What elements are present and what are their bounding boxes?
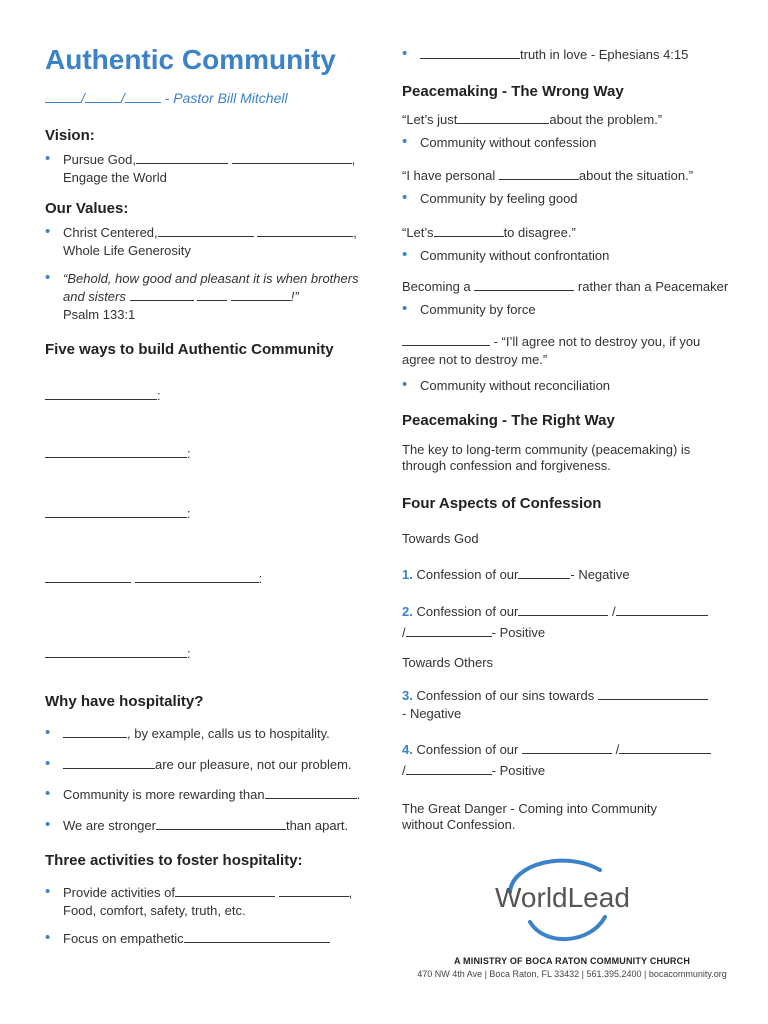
fill-in-blank[interactable] [420,47,520,59]
fill-in-blank[interactable] [518,567,570,579]
fill-in-blank[interactable] [184,931,330,943]
fill-in-blank[interactable] [619,742,711,754]
fill-in-blank[interactable] [135,571,259,583]
fill-in-blank[interactable] [63,757,155,769]
hospitality-item: • , by example, calls us to hospitality. [45,725,380,743]
fill-in-blank[interactable] [45,571,131,583]
fill-in-blank[interactable] [45,446,187,458]
fill-in-blank[interactable] [279,885,349,897]
towards-others-label: Towards Others [402,655,494,670]
values-quote: • “Behold, how good and pleasant it is when brothers and sisters !” Psalm 133:1 [45,270,380,324]
activities-item: • Provide activities of , Food, comfort, safety, truth, etc. [45,884,380,920]
values-heading: Our Values: [45,200,129,217]
hospitality-item: • are our pleasure, not our problem. [45,756,380,774]
wrong-quote: - “I’ll agree not to destroy you, if you agree not to destroy me.” [402,334,701,367]
fill-in-blank[interactable] [197,289,227,301]
fill-in-blank[interactable] [499,168,579,180]
pastor-name: - Pastor Bill Mitchell [164,90,288,106]
fill-in-blank[interactable] [522,742,612,754]
fill-in-blank[interactable] [231,289,291,301]
values-item: • Christ Centered, , Whole Life Generosity [45,224,375,260]
fill-in-blank[interactable] [158,225,254,237]
activities-heading: Three activities to foster hospitality: [45,852,303,869]
byline [45,90,288,106]
fill-in-blank[interactable] [175,885,275,897]
fill-in-blank[interactable] [457,112,549,124]
fill-in-blank[interactable] [63,726,127,738]
way-1: : [45,387,161,405]
five-ways-heading: Five ways to build Authentic Community [45,341,334,358]
confession-item-1: 1. Confession of our - Negative [402,567,630,582]
logo-text: WorldLead [495,882,630,913]
date-blank-day[interactable] [85,90,121,103]
wrong-result: • Community without confrontation [402,247,742,265]
wrong-result: • Community by force [402,301,742,319]
way-5: : [45,645,191,663]
fill-in-blank[interactable] [156,818,286,830]
fill-in-blank[interactable] [45,388,157,400]
fill-in-blank[interactable] [406,625,492,637]
fill-in-blank[interactable] [406,763,492,775]
great-danger-text: The Great Danger - Coming into Community without Confession. [402,801,658,832]
fill-in-blank[interactable] [598,688,708,700]
way-4: : [45,570,262,588]
fill-in-blank[interactable] [136,152,228,164]
wrong-result: • Community without reconciliation [402,377,742,395]
fill-in-blank[interactable] [616,604,708,616]
date-separator: / [81,90,85,106]
vision-item: • Pursue God, , Engage the World [45,151,375,187]
confession-item-3: 3. Confession of our sins towards - Negative [402,687,742,723]
wrong-quote: “Let’s just about the problem.” [402,112,663,127]
key-text: The key to long-term community (peacemaking) is through confession and forgiveness. [402,442,691,473]
fill-in-blank[interactable] [518,604,608,616]
way-2: : [45,445,191,463]
fill-in-blank[interactable] [434,225,504,237]
confession-heading: Four Aspects of Confession [402,495,602,512]
fill-in-blank[interactable] [474,279,574,291]
fill-in-blank[interactable] [45,506,187,518]
vision-heading: Vision: [45,127,95,144]
footer-address: 470 NW 4th Ave | Boca Raton, FL 33432 | 561.395.2400 | bocacommunity.org [417,969,727,979]
fill-in-blank[interactable] [45,646,187,658]
confession-item-4: 4. Confession of our / / - Positive [402,739,742,781]
towards-god-label: Towards God [402,531,479,546]
truth-line: • truth in love - Ephesians 4:15 [402,46,742,64]
fill-in-blank[interactable] [232,152,352,164]
hospitality-heading: Why have hospitality? [45,693,204,710]
fill-in-blank[interactable] [130,289,194,301]
right-way-heading: Peacemaking - The Right Way [402,412,615,429]
wrong-result: • Community without confession [402,134,742,152]
footer-ministry: A MINISTRY OF BOCA RATON COMMUNITY CHURCH [453,956,691,966]
fill-in-blank[interactable] [257,225,353,237]
wrong-result: • Community by feeling good [402,190,742,208]
date-blank-month[interactable] [45,90,81,103]
confession-item-2: 2. Confession of our / / - Positive [402,601,742,643]
page-title: Authentic Community [45,44,336,75]
wrong-quote: Becoming a rather than a Peacemaker [402,279,729,294]
way-3: : [45,505,191,523]
hospitality-item: • We are stronger than apart. [45,817,380,835]
fill-in-blank[interactable] [265,787,357,799]
wrong-way-heading: Peacemaking - The Wrong Way [402,83,624,100]
activities-item: • Focus on empathetic [45,930,380,948]
date-blank-year[interactable] [125,90,161,103]
fill-in-blank[interactable] [402,334,490,346]
worldlead-logo [490,852,640,942]
date-separator: / [120,90,125,106]
hospitality-item: • Community is more rewarding than . [45,786,385,804]
wrong-quote: “I have personal about the situation.” [402,168,694,183]
wrong-quote: “Let’s to disagree.” [402,225,576,240]
